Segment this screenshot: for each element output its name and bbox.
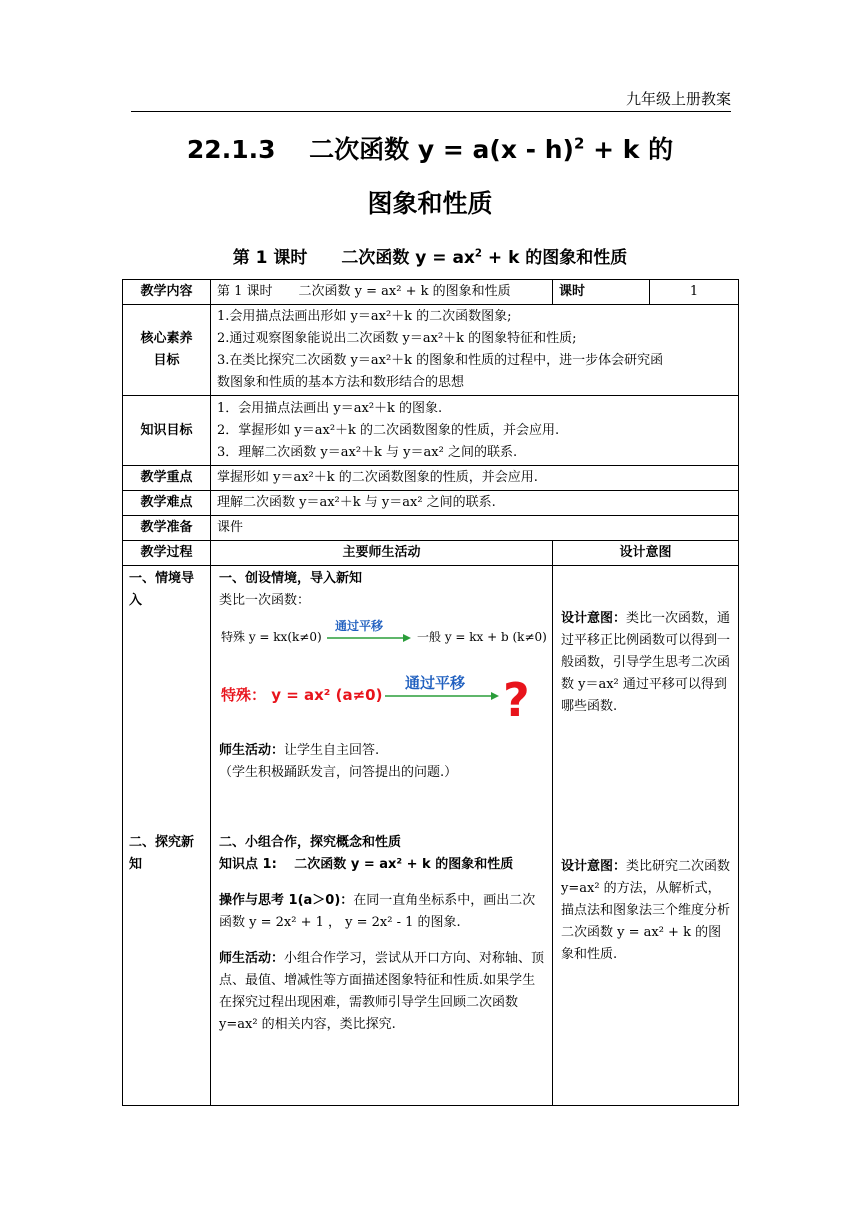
design-intent-1: 设计意图：类比一次函数，通过平移正比例函数可以得到一般函数，引导学生思考二次函数 y＝ax² 通过平移可以得到哪些函数. [561,611,731,714]
fig2-arrow-text: 通过平移 [405,674,466,692]
header-grade: 九年级上册教案 [625,90,731,108]
section-1-heading: 一、创设情境，导入新知 [219,571,363,586]
stage-1: 一、情境导入 [129,571,195,608]
lesson-subtitle: 第 1 课时 二次函数 $y = ax^2 + k$ 的图象和性质 [232,248,628,268]
fig1-arrow-head [403,634,411,642]
operation-think: 操作与思考 1(a＞0)：在同一直角坐标系中，画出二次函数 y = 2x² + 1 ， y = 2x² - 1 的图象. [219,893,536,930]
label-hours: 课时 [553,280,650,305]
section-2-heading: 二、小组合作，探究概念和性质 [219,835,402,850]
label-core-literacy: 核心素养 目标 [123,305,211,396]
knowledge-goals: 1．会用描点法画出 y＝ax²＋k 的图象. 2．掌握形如 y＝ax²＋k 的二次函数图象的性质，并会应用. 3．理解二次函数 y＝ax²＋k 与 y＝ax² 之间的联系. [211,396,739,466]
lesson-plan-table [122,279,739,1106]
label-preparation: 教学准备 [123,516,211,541]
page-title: 22.1.3 二次函数 y = a(x - h)$^2$ + k 的 [186,134,674,164]
header-rule [131,111,731,112]
preparation: 课件 [211,516,739,541]
label-difficulty: 教学难点 [123,491,211,516]
label-activities: 主要师生活动 [211,541,553,566]
fig2-arrow-head [491,692,499,700]
core-literacy-goals: 1.会用描点法画出形如 y＝ax²＋k 的二次函数图象; 2.通过观察图象能说出二次函数 y＝ax²＋k 的图象特征和性质; 3.在类比探究二次函数 y＝ax²＋k 的图象和性质的过程中，进一步体会研究函 数图象和性质的基本方法和数形结合的思想 [211,305,739,396]
analogy-figure-linear [219,618,547,654]
label-key-point: 教学重点 [123,466,211,491]
difficulty: 理解二次函数 y＝ax²＋k 与 y＝ax² 之间的联系. [211,491,739,516]
design-intent-cell [553,566,739,1106]
analogy-figure-quadratic [219,668,547,722]
key-point: 掌握形如 y＝ax²＋k 的二次函数图象的性质，并会应用. [211,466,739,491]
section-2-activity: 师生活动：小组合作学习，尝试从开口方向、对称轴、顶点、最值、增减性等方面描述图象特征和性质.如果学生在探究过程出现困难，需教师引导学生回顾二次函数 y=ax² 的相关内容，类比探究. [219,951,545,1032]
section-1-note: （学生积极踊跃发言，问答提出的问题.） [219,765,458,780]
page-title-line2: 图象和性质 [367,189,493,218]
question-mark-icon: ? [503,673,530,722]
fig1-left-text: 特殊 y = kx(k≠0) [221,630,322,644]
teaching-content: 第 1 课时 二次函数 y = ax² + k 的图象和性质 [211,280,553,305]
fig1-arrow-text: 通过平移 [335,619,384,633]
label-process: 教学过程 [123,541,211,566]
label-knowledge-goals: 知识目标 [123,396,211,466]
section-1-activity: 师生活动：让学生自主回答. [219,743,380,758]
hours-value: 1 [650,280,739,305]
fig1-right-text: 一般 y = kx + b (k≠0) [417,630,547,644]
stage-2: 二、探究新知 [129,835,195,872]
knowledge-point-1: 知识点 1: 二次函数 y = ax² + k 的图象和性质 [219,857,514,872]
section-1-intro: 类比一次函数： [219,593,311,608]
process-stages [123,566,211,1106]
label-teaching-content: 教学内容 [123,280,211,305]
fig2-left-text: 特殊： y = ax² (a≠0) [221,686,383,704]
activities-cell [211,566,553,1106]
design-intent-2: 设计意图：类比研究二次函数 y=ax² 的方法，从解析式，描点法和图象法三个维度分析二次函数 y = ax² + k 的图象和性质. [561,859,731,962]
label-design-intent: 设计意图 [553,541,739,566]
